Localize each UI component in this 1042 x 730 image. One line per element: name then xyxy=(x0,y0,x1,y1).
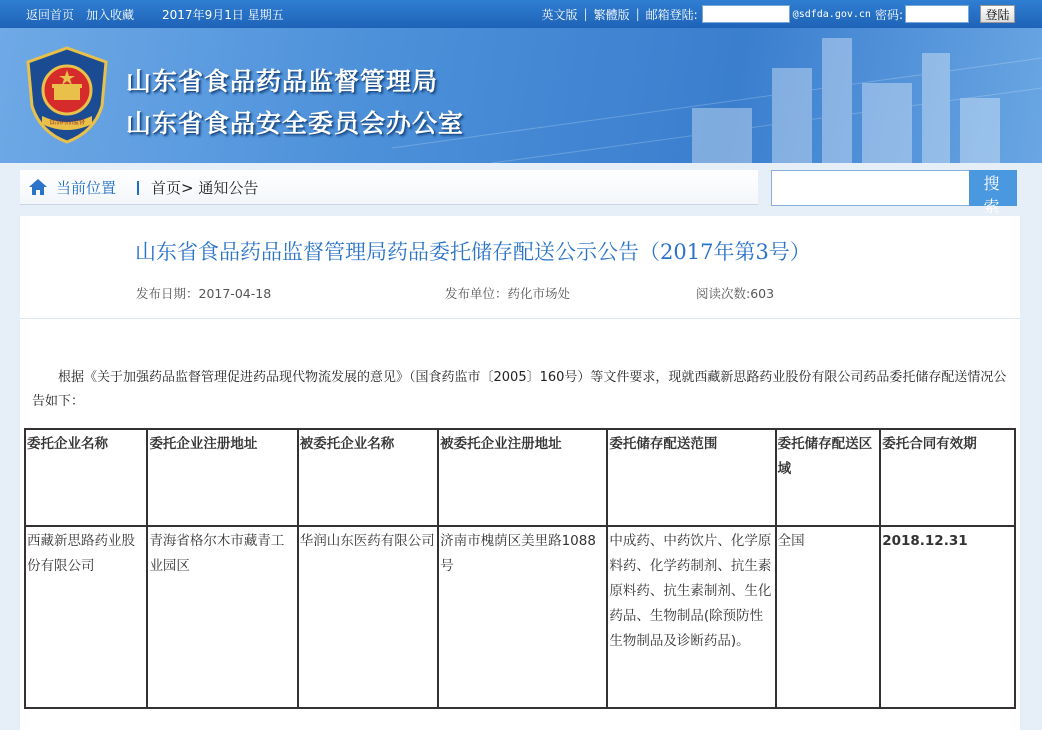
publish-date: 发布日期：2017-04-18 xyxy=(136,286,272,301)
publisher: 发布单位：药化市场处 xyxy=(445,286,571,301)
mail-login-label: 邮箱登陆: xyxy=(645,7,698,22)
table-header: 被委托企业注册地址 xyxy=(438,429,607,526)
article-panel xyxy=(20,216,1020,730)
english-version-link[interactable]: 英文版 xyxy=(541,7,578,22)
divider xyxy=(20,318,1020,319)
table-cell: 全国 xyxy=(776,526,881,708)
mail-username-input[interactable] xyxy=(702,5,790,23)
table-cell: 华润山东医药有限公司 xyxy=(298,526,438,708)
table-cell: 2018.12.31 xyxy=(880,526,1015,708)
current-date: 2017年9月1日 星期五 xyxy=(162,8,284,22)
view-count: 阅读次数:603 xyxy=(696,286,775,301)
table-row xyxy=(25,526,1015,708)
table-header: 委托储存配送区域 xyxy=(776,429,881,526)
home-link[interactable]: 返回首页 xyxy=(26,8,75,22)
home-icon xyxy=(28,178,48,196)
article-title: 山东省食品药品监督管理局药品委托储存配送公示公告（2017年第3号） xyxy=(135,240,811,264)
table-cell: 西藏新思路药业股份有限公司 xyxy=(25,526,147,708)
site-subtitle: 山东省食品安全委员会办公室 xyxy=(126,109,465,138)
site-title: 山东省食品药品监督管理局 xyxy=(126,67,439,96)
mail-domain: @sdfda.gov.cn xyxy=(792,8,871,20)
add-favorite-link[interactable]: 加入收藏 xyxy=(86,8,135,22)
emblem-caption: 食品药品监督 xyxy=(48,119,86,126)
table-header-row xyxy=(25,429,1015,526)
emblem-icon xyxy=(22,46,112,144)
table-header: 委托企业注册地址 xyxy=(147,429,297,526)
table-header: 委托储存配送范围 xyxy=(607,429,775,526)
table-cell: 中成药、中药饮片、化学原料药、化学药制剂、抗生素原料药、抗生素制剂、生化药品、生物制品(除预防性生物制品及诊断药品)。 xyxy=(607,526,775,708)
top-bar xyxy=(0,0,1042,28)
separator: | xyxy=(583,7,588,21)
login-button[interactable]: 登陆 xyxy=(980,5,1015,23)
table-header: 委托合同有效期 xyxy=(880,429,1015,526)
breadcrumb-divider xyxy=(137,181,139,195)
current-location-label: 当前位置 xyxy=(56,179,117,197)
breadcrumb xyxy=(20,170,758,205)
table-header: 被委托企业名称 xyxy=(298,429,438,526)
traditional-chinese-link[interactable]: 繁體版 xyxy=(593,7,630,22)
password-input[interactable] xyxy=(905,5,969,23)
separator: | xyxy=(635,7,640,21)
search-input[interactable] xyxy=(771,170,970,206)
banner-decoration xyxy=(392,28,1042,163)
header-banner xyxy=(0,28,1042,163)
article-body: 根据《关于加强药品监督管理促进药品现代物流发展的意见》（国食药监市〔2005〕160号）等文件要求，现就西藏新思路药业股份有限公司药品委托储存配送情况公告如下： xyxy=(32,370,1007,409)
search-button[interactable]: 搜 索 xyxy=(969,170,1017,206)
table-cell: 济南市槐荫区美里路1088号 xyxy=(438,526,607,708)
table-header: 委托企业名称 xyxy=(25,429,147,526)
table-cell: 青海省格尔木市藏青工业园区 xyxy=(147,526,297,708)
password-label: 密码: xyxy=(874,7,903,22)
breadcrumb-trail[interactable]: 首页> 通知公告 xyxy=(151,179,259,197)
notice-table xyxy=(24,428,1016,709)
